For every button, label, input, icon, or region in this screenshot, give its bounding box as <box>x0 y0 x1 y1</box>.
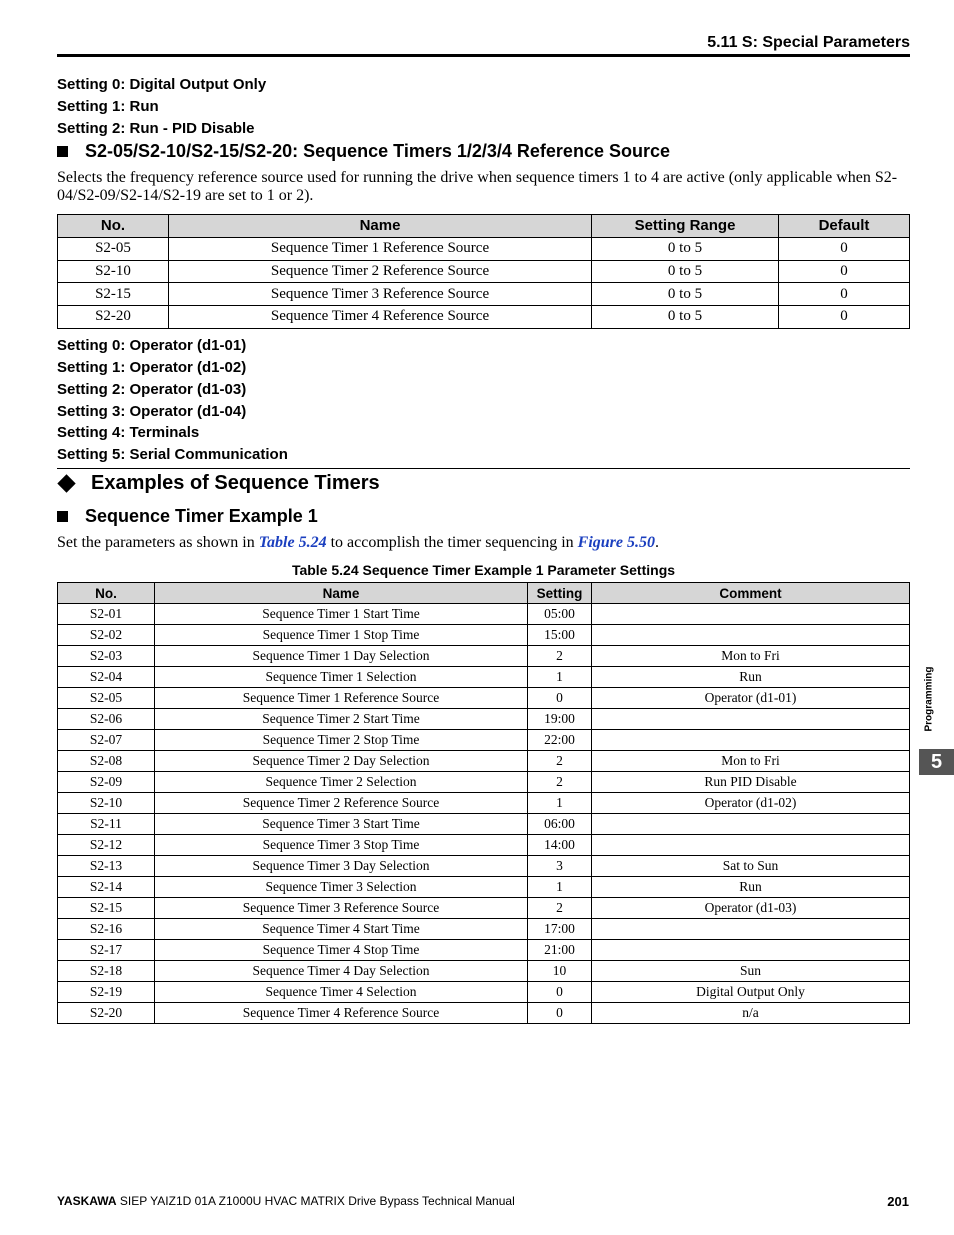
intro-text: to accomplish the timer sequencing in <box>326 534 578 551</box>
table-row <box>58 982 910 1003</box>
cell-no: S2-12 <box>58 835 155 856</box>
footer-text: SIEP YAIZ1D 01A Z1000U HVAC MATRIX Drive Bypass Technical Manual <box>116 1194 515 1208</box>
cell-comment <box>592 604 910 625</box>
cell-range: 0 to 5 <box>592 237 779 260</box>
cell-range: 0 to 5 <box>592 283 779 306</box>
table-caption: Table 5.24 Sequence Timer Example 1 Parameter Settings <box>291 562 676 578</box>
setting-line: Setting 4: Terminals <box>57 424 200 441</box>
cell-setting: 14:00 <box>528 835 592 856</box>
table-row <box>58 646 910 667</box>
cell-name: Sequence Timer 1 Start Time <box>155 604 528 625</box>
cell-name: Sequence Timer 4 Stop Time <box>155 940 528 961</box>
table-row <box>58 961 910 982</box>
cell-name: Sequence Timer 2 Selection <box>155 772 528 793</box>
cell-name: Sequence Timer 4 Day Selection <box>155 961 528 982</box>
setting-line: Setting 2: Operator (d1-03) <box>57 381 247 398</box>
cell-name: Sequence Timer 4 Reference Source <box>169 306 592 329</box>
cell-name: Sequence Timer 4 Reference Source <box>155 1003 528 1024</box>
cell-name: Sequence Timer 3 Start Time <box>155 814 528 835</box>
cell-comment: Digital Output Only <box>592 982 910 1003</box>
table-row <box>58 919 910 940</box>
intro-text: . <box>654 534 659 551</box>
square-bullet-icon <box>57 146 68 157</box>
table-row <box>58 283 910 306</box>
side-section-label <box>922 658 936 740</box>
setting-line: Setting 0: Digital Output Only <box>57 76 267 93</box>
cell-no: S2-17 <box>58 940 155 961</box>
cell-no: S2-08 <box>58 751 155 772</box>
cell-no: S2-02 <box>58 625 155 646</box>
example-1-table <box>57 582 910 1024</box>
table-header-row <box>58 215 910 238</box>
cell-comment: Operator (d1-02) <box>592 793 910 814</box>
column-header: Comment <box>592 583 910 604</box>
cell-setting: 3 <box>528 856 592 877</box>
cell-no: S2-15 <box>58 898 155 919</box>
cell-no: S2-20 <box>58 1003 155 1024</box>
column-header: Name <box>155 583 528 604</box>
table-row <box>58 709 910 730</box>
setting-line: Setting 2: Run - PID Disable <box>57 120 255 137</box>
cell-comment: Sat to Sun <box>592 856 910 877</box>
cell-comment: Mon to Fri <box>592 646 910 667</box>
cell-setting: 1 <box>528 877 592 898</box>
figure-5-50-link[interactable]: Figure 5.50 <box>577 534 655 551</box>
ref-source-heading <box>57 141 670 162</box>
table-row <box>58 814 910 835</box>
cell-setting: 05:00 <box>528 604 592 625</box>
ref-source-description: Selects the frequency reference source used for running the drive when sequence timers 1 to 4 are active (only applicable when S2-04/S2-09/S2-14/S2-19 are set to 1 or 2). <box>57 169 898 204</box>
example-1-table-body <box>58 604 910 1024</box>
cell-no: S2-18 <box>58 961 155 982</box>
cell-no: S2-13 <box>58 856 155 877</box>
cell-default: 0 <box>779 237 910 260</box>
cell-setting: 0 <box>528 1003 592 1024</box>
cell-setting: 2 <box>528 772 592 793</box>
cell-setting: 1 <box>528 793 592 814</box>
table-row <box>58 260 910 283</box>
cell-name: Sequence Timer 1 Stop Time <box>155 625 528 646</box>
cell-setting: 10 <box>528 961 592 982</box>
cell-no: S2-04 <box>58 667 155 688</box>
cell-name: Sequence Timer 1 Day Selection <box>155 646 528 667</box>
chapter-tab: 5 <box>919 749 954 775</box>
table-row <box>58 1003 910 1024</box>
cell-comment <box>592 919 910 940</box>
example-intro <box>57 534 912 552</box>
cell-comment: Operator (d1-01) <box>592 688 910 709</box>
table-row <box>58 306 910 329</box>
cell-name: Sequence Timer 3 Selection <box>155 877 528 898</box>
intro-text: Set the parameters as shown in <box>57 534 259 551</box>
table-row <box>58 940 910 961</box>
footer <box>57 1194 515 1208</box>
cell-no: S2-11 <box>58 814 155 835</box>
cell-comment <box>592 940 910 961</box>
cell-comment: Run PID Disable <box>592 772 910 793</box>
table-row <box>58 237 910 260</box>
cell-name: Sequence Timer 4 Selection <box>155 982 528 1003</box>
table-row <box>58 898 910 919</box>
section-title: 5.11 S: Special Parameters <box>707 34 910 51</box>
cell-setting: 19:00 <box>528 709 592 730</box>
cell-name: Sequence Timer 1 Reference Source <box>169 237 592 260</box>
column-header: Name <box>169 215 592 238</box>
ref-source-table <box>57 214 910 329</box>
cell-no: S2-20 <box>58 306 169 329</box>
square-bullet-icon <box>57 511 68 522</box>
cell-name: Sequence Timer 2 Reference Source <box>169 260 592 283</box>
table-row <box>58 625 910 646</box>
column-header: Setting Range <box>592 215 779 238</box>
cell-name: Sequence Timer 3 Reference Source <box>155 898 528 919</box>
page-number: 201 <box>887 1194 909 1209</box>
table-row <box>58 793 910 814</box>
cell-name: Sequence Timer 3 Day Selection <box>155 856 528 877</box>
cell-no: S2-15 <box>58 283 169 306</box>
cell-comment: Operator (d1-03) <box>592 898 910 919</box>
table-row <box>58 688 910 709</box>
cell-comment <box>592 730 910 751</box>
cell-comment: Mon to Fri <box>592 751 910 772</box>
setting-line: Setting 0: Operator (d1-01) <box>57 337 247 354</box>
table-row <box>58 772 910 793</box>
cell-name: Sequence Timer 2 Reference Source <box>155 793 528 814</box>
section-rule <box>57 468 910 469</box>
cell-setting: 2 <box>528 646 592 667</box>
table-row <box>58 751 910 772</box>
cell-setting: 22:00 <box>528 730 592 751</box>
cell-setting: 06:00 <box>528 814 592 835</box>
cell-default: 0 <box>779 260 910 283</box>
cell-no: S2-05 <box>58 688 155 709</box>
cell-name: Sequence Timer 4 Start Time <box>155 919 528 940</box>
cell-default: 0 <box>779 283 910 306</box>
header-rule <box>57 54 910 57</box>
cell-setting: 0 <box>528 688 592 709</box>
cell-setting: 21:00 <box>528 940 592 961</box>
cell-no: S2-07 <box>58 730 155 751</box>
cell-comment <box>592 814 910 835</box>
cell-no: S2-14 <box>58 877 155 898</box>
cell-name: Sequence Timer 2 Stop Time <box>155 730 528 751</box>
cell-no: S2-10 <box>58 793 155 814</box>
cell-comment <box>592 625 910 646</box>
table-row <box>58 604 910 625</box>
column-header: Default <box>779 215 910 238</box>
cell-comment: n/a <box>592 1003 910 1024</box>
ref-source-heading-text: S2-05/S2-10/S2-15/S2-20: Sequence Timers 1/2/3/4 Reference Source <box>85 141 670 161</box>
cell-no: S2-16 <box>58 919 155 940</box>
cell-comment: Run <box>592 667 910 688</box>
cell-comment: Sun <box>592 961 910 982</box>
diamond-bullet-icon <box>57 474 75 492</box>
column-header: No. <box>58 583 155 604</box>
table-5-24-link[interactable]: Table 5.24 <box>258 534 327 551</box>
cell-default: 0 <box>779 306 910 329</box>
cell-setting: 0 <box>528 982 592 1003</box>
cell-setting: 17:00 <box>528 919 592 940</box>
example-1-heading-text: Sequence Timer Example 1 <box>85 506 318 526</box>
example-1-heading <box>57 506 318 527</box>
cell-name: Sequence Timer 1 Reference Source <box>155 688 528 709</box>
table-header-row <box>58 583 910 604</box>
examples-heading-text: Examples of Sequence Timers <box>91 472 380 494</box>
cell-no: S2-03 <box>58 646 155 667</box>
cell-name: Sequence Timer 3 Reference Source <box>169 283 592 306</box>
table-row <box>58 730 910 751</box>
cell-no: S2-09 <box>58 772 155 793</box>
cell-setting: 2 <box>528 751 592 772</box>
table-row <box>58 835 910 856</box>
setting-line: Setting 1: Operator (d1-02) <box>57 359 247 376</box>
footer-brand: YASKAWA <box>57 1194 117 1208</box>
cell-no: S2-06 <box>58 709 155 730</box>
setting-line: Setting 3: Operator (d1-04) <box>57 403 247 420</box>
column-header: No. <box>58 215 169 238</box>
cell-name: Sequence Timer 2 Day Selection <box>155 751 528 772</box>
cell-setting: 1 <box>528 667 592 688</box>
cell-no: S2-05 <box>58 237 169 260</box>
table-row <box>58 877 910 898</box>
cell-no: S2-19 <box>58 982 155 1003</box>
cell-name: Sequence Timer 2 Start Time <box>155 709 528 730</box>
table-row <box>58 667 910 688</box>
cell-name: Sequence Timer 3 Stop Time <box>155 835 528 856</box>
cell-comment <box>592 835 910 856</box>
cell-name: Sequence Timer 1 Selection <box>155 667 528 688</box>
cell-range: 0 to 5 <box>592 260 779 283</box>
cell-no: S2-10 <box>58 260 169 283</box>
table-row <box>58 856 910 877</box>
cell-comment: Run <box>592 877 910 898</box>
examples-heading <box>57 472 380 495</box>
cell-setting: 15:00 <box>528 625 592 646</box>
cell-comment <box>592 709 910 730</box>
cell-range: 0 to 5 <box>592 306 779 329</box>
side-section-label-text: Programming <box>923 666 935 732</box>
column-header: Setting <box>528 583 592 604</box>
cell-no: S2-01 <box>58 604 155 625</box>
cell-setting: 2 <box>528 898 592 919</box>
setting-line: Setting 1: Run <box>57 98 159 115</box>
setting-line: Setting 5: Serial Communication <box>57 446 288 463</box>
